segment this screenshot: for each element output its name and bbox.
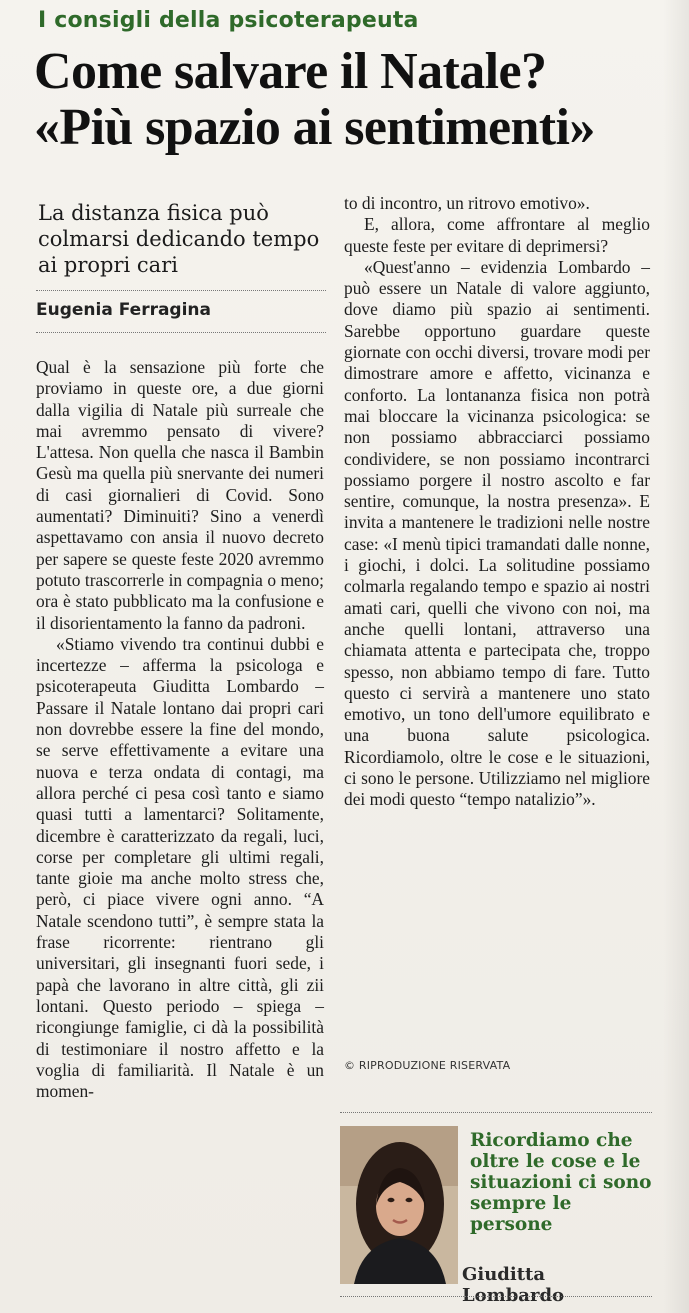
divider-quote-bottom bbox=[340, 1296, 652, 1297]
headline-line-1: Come salvare il Natale? bbox=[34, 43, 547, 100]
author-byline: Eugenia Ferragina bbox=[36, 300, 211, 320]
portrait-image bbox=[340, 1126, 458, 1284]
headline bbox=[34, 44, 674, 156]
pull-quote-box bbox=[340, 1118, 652, 1306]
paragraph: «Quest'anno – evidenzia Lombardo – può essere un Natale di valore aggiunto, dove diamo più spazio ai sentimenti. Sarebbe opportuno guardare queste giornate con occhi diversi, trovare modi per dimostrare amore e affetto, vicinanza e conforto. La lontananza fisica non potrà mai bloccare la vicinanza psicologica: se non possiamo abbracciarci possiamo condividere, se non possiamo incontrarci possiamo porgere il nostro ascolto e far sentire, comunque, la nostra presenza». E invita a mantenere le tradizioni nelle nostre case: «I menù tipici tramandati dalle nonne, i giochi, i dolci. La solitudine possiamo colmarla regalando tempo e spazio ai nostri amati cari, quelli che vivono con noi, ma anche quelli lontani, attraverso una chiamata attenta e partecipata che, troppo spesso, non abbiamo tempo di fare. Tutto questo ci servirà a mantenere uno stato emotivo, un tono dell'umore equilibrato e una buona salute psicologica. Ricordiamolo, oltre le cose e le situazioni, ci sono le persone. Utilizziamo nel migliore dei modi questo “tempo natalizio”». bbox=[344, 256, 650, 810]
article-column-right bbox=[344, 193, 650, 811]
pull-quote-author: Giuditta Lombardo bbox=[462, 1264, 565, 1306]
pull-quote-text: Ricordiamo che oltre le cose e le situazioni ci sono sempre le persone bbox=[470, 1130, 652, 1235]
paragraph: «Stiamo vivendo tra continui dubbi e incertezze – afferma la psicologa e psicoterapeuta Giuditta Lombardo – Passare il Natale lontano dai propri cari non dovrebbe essere la fine del mondo, se serve effettivamente a evitare una nuova e terza ondata di contagi, ma allora perché ci pesa così tanto e siamo quasi tutti a lamentarci? Solitamente, dicembre è caratterizzato da regali, luci, corse per completare gli ultimi regali, tante gioie ma anche molto stress che, però, ci piace vivere ogni anno. “A Natale scendono tutti”, è sempre stata la frase ricorrente: rientrano gli universitari, gli insegnanti fuori sede, i papà che lavorano in altre città, gli zii lontani. Questo periodo – spiega – ricongiunge famiglie, ci dà la possibilità di testimoniare il nostro affetto e la voglia di familiarità. Il Natale è un momen- bbox=[36, 633, 324, 1102]
page-edge-shadow bbox=[663, 0, 689, 1313]
article-column-left bbox=[36, 357, 324, 1102]
paragraph: E, allora, come affrontare al meglio queste feste per evitare di deprimersi? bbox=[344, 214, 650, 256]
section-kicker: I consigli della psicoterapeuta bbox=[38, 8, 419, 33]
paragraph: Qual è la sensazione più forte che proviamo in queste ore, a due giorni dalla vigilia di Natale più surreale che mai avremmo pensato di vivere? L'attesa. Non quella che nasca il Bambin Gesù ma quella più snervante dei numeri di casi giornalieri di Covid. Sono aumentati? Diminuiti? Sino a venerdì aspettavamo con ansia il nuovo decreto per sapere se queste feste 2020 avremmo potuto trascorrerle in compagnia o meno; ora è stato pubblicato ma la confusione e il disorientamento la fanno da padroni. bbox=[36, 357, 324, 633]
divider-bottom bbox=[36, 332, 326, 333]
divider-top bbox=[36, 290, 326, 291]
headline-line-2: «Più spazio ai sentimenti» bbox=[34, 99, 595, 156]
divider-quote-top bbox=[340, 1112, 652, 1113]
author-photo bbox=[340, 1126, 458, 1284]
subheadline: La distanza fisica può colmarsi dedicando tempo ai propri cari bbox=[38, 201, 320, 277]
paragraph: to di incontro, un ritrovo emotivo». bbox=[344, 193, 590, 213]
copyright-notice: © RIPRODUZIONE RISERVATA bbox=[344, 1059, 511, 1072]
